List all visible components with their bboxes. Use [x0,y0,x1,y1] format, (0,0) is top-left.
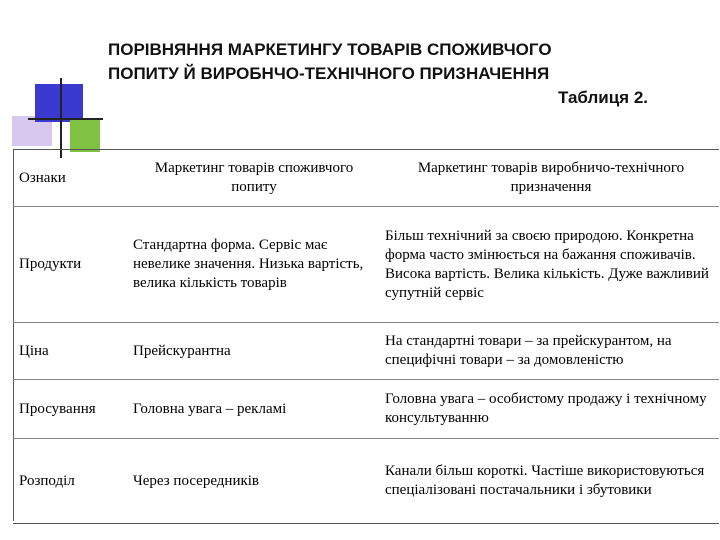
table-row [13,323,719,380]
row-feature: Розподіл [13,439,125,524]
decor-green-square [70,120,100,152]
row-industrial-cell: На стандартні товари – за прейскурантом, на специфічні товари – за домовленістю [381,323,719,380]
decor-blue-square [35,84,83,122]
row-feature: Просування [13,380,125,439]
row-consumer-cell: Прейскурантна [125,323,381,380]
table-label: Таблиця 2. [557,88,648,107]
table-row [13,207,719,323]
decor-horizontal-line [28,118,103,120]
row-industrial-cell: Більш технічний за своєю природою. Конкретна форма часто змінюється на бажання споживачів. Висока вартість. Велика кількість. Дуже важливий супутній сервіс [381,207,719,323]
title-line-1: ПОРІВНЯННЯ МАРКЕТИНГУ ТОВАРІВ СПОЖИВЧОГО [108,40,552,59]
table-row [13,439,719,524]
row-feature: Ціна [13,323,125,380]
table-header-row [13,150,719,207]
row-consumer-cell: Стандартна форма. Сервіс має невелике значення. Низька вартість, велика кількість товарів [125,207,381,323]
row-feature: Продукти [13,207,125,323]
row-industrial-cell: Головна увага – особистому продажу і технічному консультуванню [381,380,719,439]
row-consumer-cell: Головна увага – рекламі [125,380,381,439]
row-industrial-cell: Канали більш короткі. Частіше використовуються спеціалізовані постачальники і збутовики [381,439,719,524]
row-consumer-cell: Через посередників [125,439,381,524]
header-consumer-marketing: Маркетинг товарів споживчого попиту [125,150,381,207]
page-title [108,38,668,110]
header-features: Ознаки [13,150,125,207]
comparison-table [13,149,719,524]
header-industrial-marketing: Маркетинг товарів виробничо-технічного призначення [381,150,719,207]
title-line-2: ПОПИТУ Й ВИРОБНЧО-ТЕХНІЧНОГО ПРИЗНАЧЕННЯ [108,64,550,83]
table-row [13,380,719,439]
